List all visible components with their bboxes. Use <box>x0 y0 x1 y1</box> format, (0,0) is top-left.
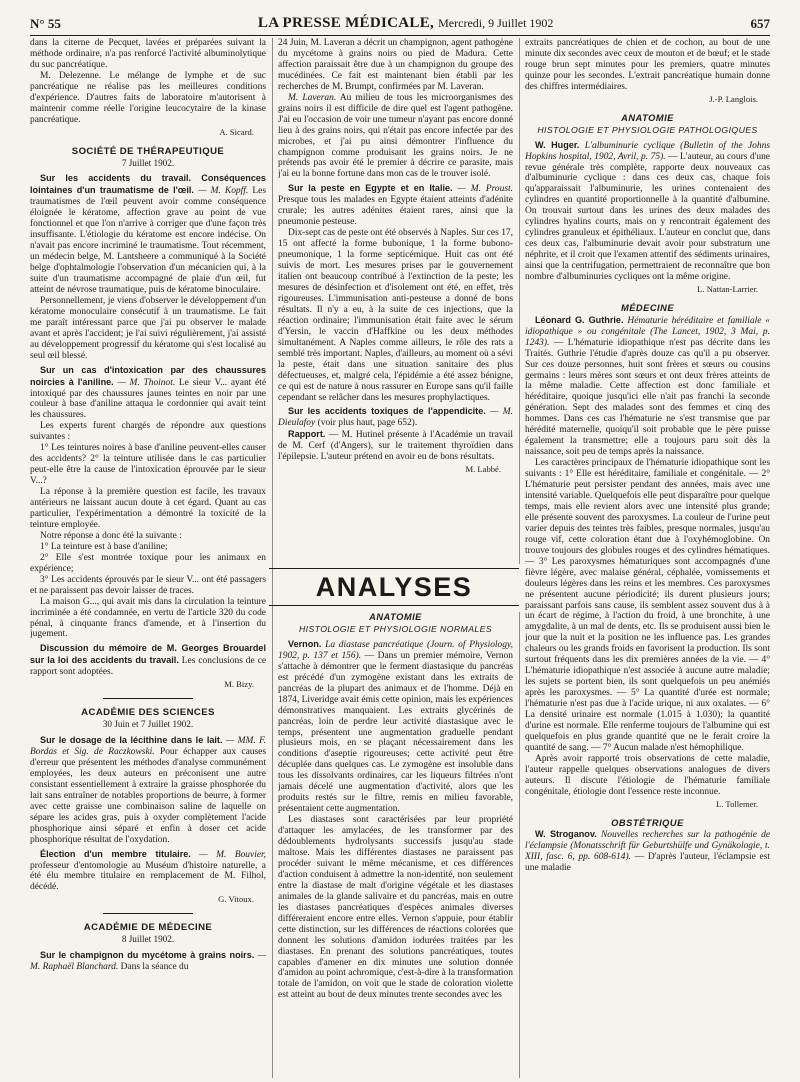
paragraph: La réponse à la première question est facile, les travaux antérieurs ne laissant aucun doute à cet égard. Quant au cas particulier, l'expérimentation a démontré la toxicité de la teinture employée. <box>30 487 266 530</box>
paragraph: 2° Elle s'est montrée toxique pour les animaux en expérience; <box>30 552 266 574</box>
paragraph: 24 Juin, M. Laveran a décrit un champignon, agent pathogène du mycétome à grains noirs ou pied de Madura. Cette affection paraissait être due à un champignon du groupe des mucédinées. Ce fait est maintenant bien établi par les recherches de M. Brumpt, confirmées par M. Laveran. <box>278 38 513 92</box>
article-heading: Sur la peste en Egypte et en Italie. <box>288 183 453 194</box>
paragraph <box>525 829 770 874</box>
article-heading: Discussion du mémoire de M. Georges Brouardel sur la loi des accidents du travail. <box>30 643 266 666</box>
section-divider <box>103 913 193 914</box>
column-separator <box>519 612 520 1078</box>
signature: A. Sicard. <box>219 126 254 137</box>
paragraph <box>30 643 266 678</box>
article-author: M. Laveran. <box>288 92 337 103</box>
article-reference: (Journ. of Physiology, 1902, p. 137 et 156). <box>278 639 513 661</box>
article-author: W. Huger. <box>535 139 580 150</box>
article-author: — M. Dieulafoy <box>278 407 513 429</box>
article-text: — L'hématurie idiopathique n'est pas décrite dans les Traités. Guthrie l'étudie d'après douze cas qu'il a pu observer. Sur ces douze personnes, huit sont frères et sœurs ou cousins germains : leurs mères sont sœurs et ont deux frères atteints de la même maladie. Cette affection est donc familiale et héréditaire, quoique jusqu'ici elle n'ait pas franchi la seconde génération. Sept des malades sont des femmes et cinq des hommes. Dans ces cas l'hématurie ne s'est transmise que par hérédité maternelle, quoiqu'il soit probable que le père puisse également la transmettre; elle a toujours paru soit dès la naissance, soit peu de temps après la naissance. <box>525 337 770 458</box>
article-text: professeur d'entomologie au Muséum d'histoire naturelle, a été élu membre titulaire en remplacement de M. Filhol, décédé. <box>30 860 266 893</box>
journal-name: LA PRESSE MÉDICALE, <box>257 15 435 31</box>
article-text: — Dans un premier mémoire, Vernon s'attache à démontrer que le ferment diastasique du pancréas est précédé d'un zymogène existant dans les extraits de pancréas de la plupart des animaux et de l'homme. Déjà en 1874, Liveridge avait émis cette opinion, mais les expériences démonstratives manquaient. Les extraits glycérinés de pancréas, loin de perdre leur activité diastasique avec le temps, présentent une augmentation graduelle pendant plusieurs mois, en se plaçant nécessairement dans les conditions d'aseptie rigoureuses; cette activité peut être décuplée dans quelques cas. Le zymogène est insoluble dans tous les dissolvants ordinaires, car les liqueurs filtrées n'ont jamais décelé une augmentation d'activité, alors que les produits restés sur le filtre, remis en milieu favorable, présentaient cette augmentation. <box>278 650 513 815</box>
running-header <box>30 6 770 36</box>
page-number: 657 <box>750 16 770 31</box>
column-separator <box>519 38 520 564</box>
article-author: — M. Proust. <box>457 184 513 195</box>
signature: J.-P. Langlois. <box>709 93 758 104</box>
column-1 <box>30 38 266 1078</box>
article-heading: Élection d'un membre titulaire. <box>40 848 191 859</box>
article-text: Le sieur V... ayant été intoxiqué par des chaussures jaunes teintes en noir par une couleur à base d'aniline attaqua le cordonnier qui avait teint les chaussures. <box>30 377 266 421</box>
section-subtitle: HISTOLOGIE ET PHYSIOLOGIE PATHOLOGIQUES <box>537 124 758 135</box>
article-title: L'albuminurie cyclique <box>584 140 675 151</box>
paragraph <box>278 93 513 181</box>
paragraph <box>30 849 266 894</box>
article-author: — M. Thoinot. <box>117 377 176 388</box>
paragraph <box>30 735 266 846</box>
signature: L. Nattan-Larrier. <box>697 284 758 294</box>
paragraph <box>278 429 513 463</box>
article-reference: (The Lancet, 1902, 3 Mai, p. 1243). <box>525 326 770 348</box>
section-title: ACADÉMIE DES SCIENCES <box>81 707 215 719</box>
paragraph: M. Delezenne. Le mélange de lymphe et de suc pancréatique ne réalise pas les meilleures conditions d'expérience. D'autres faits de laboratoire m'autorisent à maintenir comme réelle l'origine leucocytaire de la kinase pancréatique. <box>30 70 266 125</box>
article-heading: Sur un cas d'intoxication par des chaussures noircies à l'aniline. <box>30 364 266 387</box>
article-text: Au milieu de tous les microorganismes des grains noirs il est difficile de dire quel est l'agent pathogène. J'ai eu l'occasion de voir une tumeur n'ayant pas encore donné lieu à des grains noirs, qui n'était pas encore infectée par des microbes, et j'ai pu ainsi démontrer l'influence du champignon comme produisant les grains noirs. Je ne prétends pas avoir été le premier à décrire ce parasite, mais j'ai eu la bonne fortune dans mon cas de le trouver isolé. <box>278 92 513 180</box>
paragraph <box>30 365 266 422</box>
paragraph: Dix-sept cas de peste ont été observés à Naples. Sur ces 17, 15 ont affecté la forme bubonique, 1 la forme bubono-pneumonique, 1 la forme septicémique. Huit cas ont été suivis de mort. Les mesures prises par le gouvernement italien ont beaucoup contribué à l'extinction de la peste; les mesures de désinfection et d'isolement ont été, en effet, très rigoureuses. L'immunisation anti-pesteuse a donné de bons résultats. Il n'y a eu, à la suite de ces injections, que la réaction ordinaire; l'immunisation était faite avec le sérum d'Yersin, le vaccin d'Haffkine ou les deux méthodes simultanément. A Naples comme ailleurs, le rôle des rats a semblé très important. Naples, d'ailleurs, au moment où a sévi la peste, était dans une situation sanitaire des plus défectueuses, et, malgré cela, l'épidémie a été assez bénigne, ce qui est de nature à nous rassurer en Europe sans qu'il faille cependant se relâcher dans les mesures prophylactiques. <box>278 228 513 403</box>
paragraph <box>30 950 266 973</box>
paragraph: 1° La teinture est à base d'aniline; <box>40 541 168 552</box>
article-heading: Rapport. <box>288 429 326 440</box>
paragraph: La maison G..., qui avait mis dans la circulation la teinture incriminée a été condamnée, en vertu de l'article 320 du code pénal, à cinquante francs d'amende, et à l'insertion du jugement. <box>30 596 266 640</box>
article-text: — L'auteur, au cours d'une revue générale très complète, rapporte deux nouveaux cas d'albuminurie cyclique : dans ces deux cas, chaque fois qu'apparaissait l'albuminurie, les urines contenaient des cylindres en quantité proportionnelle à la quantité d'albumine. On trouvait surtout dans les urines des deux malades des cylindres hyalins courts, mais on y rencontrait également des cylindres granuleux et épithéliaux. L'auteur en conclut que, dans ces deux cas, l'albuminurie devait avoir pour substratum une néphrite, et il croit que l'examen attentif des sédiments urinaires, ainsi que la centrifugation, permettraient de reconnaître que bon nombre d'albuminuries cycliques ont la même origine. <box>525 151 770 283</box>
issue-number: N° 55 <box>30 16 61 31</box>
article-heading: Sur le dosage de la lécithine dans le lait. <box>40 735 223 746</box>
signature: M. Labbé. <box>465 464 501 475</box>
paragraph <box>278 183 513 228</box>
paragraph <box>278 406 513 429</box>
paragraph: Personnellement, je viens d'observer le développement d'un kératome monoculaire consécutif à un traumatisme. Le fait me paraît intéressant parce que j'ai pu observer le malade avant et après l'accident; je l'ai suivi régulièrement, j'ai assisté au développement progressif du kératome qui s'est localisé au seul œil blessé. <box>30 295 266 361</box>
section-title: OBSTÉTRIQUE <box>611 817 684 828</box>
column-2-top <box>278 38 513 560</box>
signature: M. Bizy. <box>224 679 254 690</box>
article-heading: Sur les accidents toxiques de l'appendicite. <box>288 406 486 417</box>
paragraph: Les experts furent chargés de répondre aux questions suivantes : <box>30 421 266 443</box>
section-title: ACADÉMIE DE MÉDECINE <box>83 922 213 934</box>
paragraph <box>30 173 266 295</box>
article-author: — MM. F. Bordas et Sig. de Raczkowski. <box>30 736 266 757</box>
article-title: Hématurie héréditaire et familiale « idiopathique » ou congénitale <box>525 315 770 337</box>
section-subtitle: HISTOLOGIE ET PHYSIOLOGIE NORMALES <box>298 623 493 634</box>
article-author: — M. Kopff. <box>198 186 249 197</box>
column-separator <box>272 38 273 1078</box>
section-date: 7 Juillet 1902. <box>121 157 175 168</box>
article-text: — D'après l'auteur, l'éclampsie est une maladie <box>525 852 770 874</box>
column-2-bottom <box>278 612 513 1078</box>
article-text: Presque tous les malades en Egypte étaient atteints d'adénite crurale; les autres adénites étaient rares, ainsi que la pneumonie pesteuse. <box>278 195 513 228</box>
article-text: Pour échapper aux causes d'erreur que présentent les méthodes d'analyse communément employées, les deux auteurs en préconisent une autre consistant essentiellement à extraire la graisse phosphorée du lait sans entraîner de notables proportions de beurre, à former avec cette graisse une combinaison saline de laquelle on sépare les acides gras, puis à oxyder complètement l'acide phosphorique ainsi séparé et enfin à doser cet acide phosphorique résultat de l'oxydation. <box>30 747 266 845</box>
signature: L. Tollemer. <box>716 798 758 809</box>
article-author: — M. Raphaël Blanchard. <box>30 951 266 973</box>
article-reference: (Monatsschrift für Geburtshülfe und Gynäkologie, t. XIII, fasc. 6, pp. 608-614). <box>525 841 770 863</box>
paragraph <box>525 315 770 458</box>
article-author: — M. Bouvier, <box>199 849 266 860</box>
section-date: 30 Juin et 7 Juillet 1902. <box>102 719 194 730</box>
section-divider <box>103 698 193 699</box>
section-title: SOCIÉTÉ DE THÉRAPEUTIQUE <box>71 145 225 157</box>
article-text: (voir plus haut, page 652). <box>317 418 418 429</box>
paragraph: Les diastases sont caractérisées par leur propriété d'attaquer les amylacées, de les transformer par des dédoublements hydrolysants successifs jusqu'au stade maltose. Mais les différentes diastases ne paraissent pas procéder suivant le même mécanisme, et ces différences d'action conduisent à admettre la non-identité, non seulement entre la diastase de malt d'origine végétale et les diastases animales de la glande salivaire et du pancréas, mais en outre les diastases pancréatiques d'espèces animales diverses différeraient encore entre elles. Vernon s'appuie, pour établir cette distinction, sur les différences de réactions colorées que donnent les solutions d'amidon iodurées traitées par les diastases. En prenant des solutions pancréatiques, toutes capables d'amener en dix minutes une solution donnée d'amidon au point achromique, c'est-à-dire à la transformation totale de l'amidon, on voit que le stade de coloration violette est atteint au bout de deux minutes trente secondes avec les <box>278 815 513 1001</box>
article-text: — M. Hutinel présente à l'Académie un travail de M. Cerf (d'Angers), sur le traitement thyroïdien dans l'épilepsie. L'auteur prétend en avoir eu de bons résultats. <box>278 430 513 463</box>
article-author: W. Stroganov. <box>535 829 597 840</box>
paragraph <box>525 140 770 283</box>
paragraph: dans la citerne de Pecquet, lavées et préparées suivant la méthode ordinaire, n'a pas renforcé l'activité albuminolytique du suc pancréatique. <box>30 38 266 70</box>
article-text: Les traumatismes de l'œil peuvent avoir comme conséquence éloignée le kératome, affection grave au point de vue fonctionnel et que l'on n'arrive à corriger que d'une façon très insuffisante. L'étiologie du kératome est encore indécise. On n'avait pas encore incriminé le traumatisme. Tout récemment, un médecin belge, M. Lantsheere a communiqué à la Société belge d'ophtalmologie l'observation d'un mécanicien qui, à la suite d'un traumatisme accompagné de plaie d'un œil, fut atteint de névrose traumatique, puis de kératome binoculaire. <box>30 186 266 295</box>
analyses-banner: ANALYSES <box>269 568 519 606</box>
article-heading: Sur le champignon du mycétome à grains noirs. <box>40 950 255 961</box>
paragraph: 3° Les accidents éprouvés par le sieur V... ont été passagers et ne paraissent pas devoir laisser de traces. <box>30 574 266 596</box>
signature: G. Vitoux. <box>218 894 254 905</box>
paragraph: Les caractères principaux de l'hématurie idiopathique sont les suivants : 1° Elle est héréditaire, familiale et congénitale. — 2° L'hématurie peut persister pendant des années, mais avec une intensité variable. Quelquefois elle peut disparaître pour quelque temps, mais elle revient alors avec une intensité plus grande; elle présente souvent des paroxysmes. La couleur de l'urine peut varier depuis des teintes très faibles, presque normales, jusqu'au rouge vif, cette coloration étant due à l'oxyhémoglobine. On trouve toujours des globules rouges et des cylindres hématiques. — 3° Les paroxysmes hématuriques sont accompagnés d'une fièvre légère, avec malaise général, céphalée, vomissements et douleurs légères dans les reins et les membres. Ces paroxysmes ne présentent aucune périodicité; ils durent plusieurs jours; paraissant parfois sans cause, ils semblent assez souvent dus à à un écart de régime, à l'action du froid, à une bronchite, à une amygdalite, à un mal de dents, etc. Ils se produisent aussi bien le jour que la nuit et la position ne les influence pas. Les grandes chaleurs ou les grands froids en favorisent la production. Ils sont surtout fréquents dans les dix premières années de la vie. — 4° L'hématurie idiopathique n'est associée à aucune autre maladie; les sujets se portent bien, ils sont quelquefois un peu anémiés après les paroxysmes. — 5° La quantité d'urée est normale; l'hématurie n'est pas due à l'acide urique, ni aux oxalates. — 6° La densité urinaire est normale (1.015 à 1.030); la quantité d'urine est normale. Elle renferme toujours de l'albumine qui est quelquefois en plus grande quantité que ne le ferait croire la quantité de sang. — 7° Aucun malade n'est hémophilique. <box>525 458 770 753</box>
column-3 <box>525 38 770 1078</box>
article-author: Léonard G. Guthrie. <box>535 314 624 325</box>
issue-date: Mercredi, 9 Juillet 1902 <box>438 16 554 30</box>
paragraph <box>278 639 513 815</box>
article-text: Les conclusions de ce rapport sont adoptées. <box>30 656 266 678</box>
paragraph: Notre réponse a donc été la suivante : <box>40 530 182 541</box>
section-title: MÉDECINE <box>620 302 675 313</box>
article-text: Dans la séance du <box>120 962 189 973</box>
article-author: Vernon. <box>288 638 322 649</box>
paragraph: extraits pancréatiques de chien et de cochon, au bout de une minute dix secondes avec ceux de mouton et de bœuf; et le stade rouge brun sept minutes pour les premiers, quatre minutes quinze pour les secondes. L'extrait pancréatique humain donne des chiffres intermédiaires. <box>525 38 770 92</box>
article-heading: Sur les accidents du travail. Conséquences lointaines d'un traumatisme de l'œil. <box>30 173 266 196</box>
paragraph: Après avoir rapporté trois observations de cette maladie, l'auteur rappelle quelques observations analogues de divers auteurs. Il discute l'étiologie de l'hématurie familiale congénitale, étiologie dont l'essence reste inconnue. <box>525 753 770 797</box>
journal-title <box>258 15 554 32</box>
section-title: ANATOMIE <box>369 612 422 622</box>
section-date: 8 Juillet 1902. <box>121 934 175 945</box>
article-reference: (Bulletin of the Johns Hopkins hospital, 1902, Avril, p. 75). <box>525 140 770 162</box>
paragraph: 1° Les teintures noires à base d'aniline peuvent-elles causer des accidents? 2° la teinture utilisée dans le cas particulier peut-elle être la cause de l'intoxication éprouvée par le sieur V...? <box>30 443 266 487</box>
article-title: Nouvelles recherches sur la pathogénie de l'éclampsie <box>525 830 770 852</box>
article-title: La diastase pancréatique <box>325 639 424 650</box>
section-title: ANATOMIE <box>621 112 674 123</box>
